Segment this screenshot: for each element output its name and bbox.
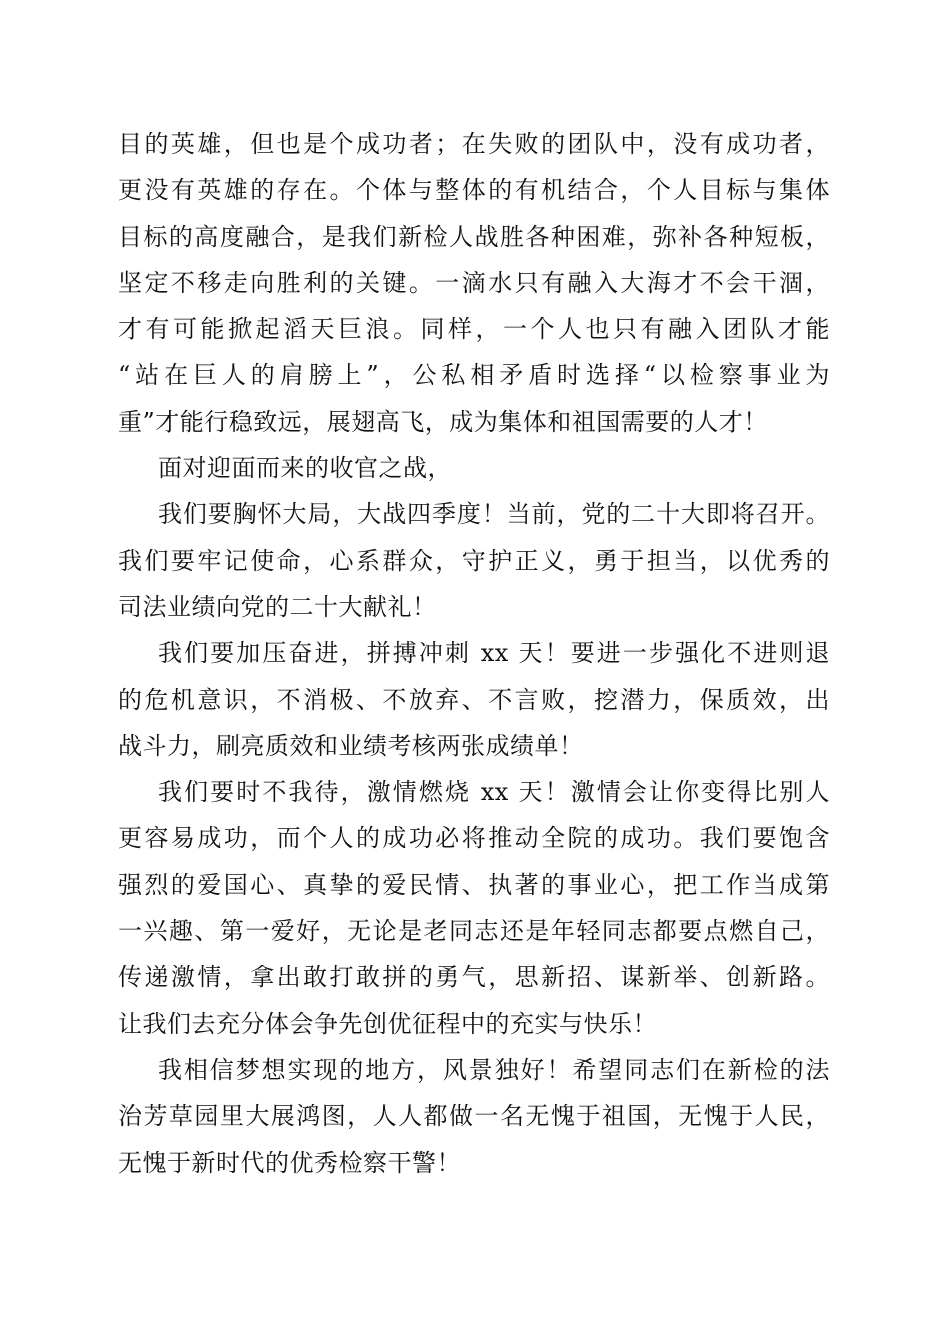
text-line: 更没有英雄的存在。个体与整体的有机结合，个人目标与集体 bbox=[118, 176, 830, 205]
text-line: 传递激情，拿出敢打敢拼的勇气，思新招、谋新举、创新路。 bbox=[118, 963, 830, 992]
text-line: 无愧于新时代的优秀检察干警！ bbox=[118, 1148, 461, 1177]
text-line: 司法业绩向党的二十大献礼！ bbox=[118, 592, 437, 621]
text-line: 我们要时不我待，激情燃烧 xx 天！激情会让你变得比别人 bbox=[158, 778, 830, 807]
text-line: 的危机意识，不消极、不放弃、不言败，挖潜力，保质效，出 bbox=[118, 685, 830, 714]
text-line: 让我们去充分体会争先创优征程中的充实与快乐！ bbox=[118, 1009, 657, 1038]
text-line: 我相信梦想实现的地方，风景独好！希望同志们在新检的法 bbox=[158, 1055, 830, 1084]
document-body bbox=[118, 121, 830, 1186]
text-line: 坚定不移走向胜利的关键。一滴水只有融入大海才不会干涸， bbox=[118, 268, 830, 297]
text-line: 我们要牢记使命，心系群众，守护正义，勇于担当，以优秀的 bbox=[118, 546, 830, 575]
text-line: 才有可能掀起滔天巨浪。同样，一个人也只有融入团队才能 bbox=[118, 315, 830, 344]
text-line: 面对迎面而来的收官之战， bbox=[158, 454, 452, 483]
text-line: 战斗力，刷亮质效和业绩考核两张成绩单！ bbox=[118, 731, 584, 760]
text-line: 目的英雄，但也是个成功者；在失败的团队中，没有成功者， bbox=[118, 130, 830, 158]
text-line: 重”才能行稳致远，展翅高飞，成为集体和祖国需要的人才！ bbox=[118, 407, 768, 436]
text-line: 我们要加压奋进，拼搏冲刺 xx 天！要进一步强化不进则退 bbox=[158, 639, 830, 668]
text-line: 我们要胸怀大局，大战四季度！当前，党的二十大即将召开。 bbox=[158, 500, 830, 529]
text-line: 更容易成功，而个人的成功必将推动全院的成功。我们要饱含 bbox=[118, 824, 830, 853]
text-line: 一兴趣、第一爱好，无论是老同志还是年轻同志都要点燃自己， bbox=[118, 917, 830, 946]
text-line: “站在巨人的肩膀上”，公私相矛盾时选择“以检察事业为 bbox=[118, 361, 830, 390]
text-line: 目标的高度融合，是我们新检人战胜各种困难，弥补各种短板， bbox=[118, 222, 830, 251]
text-line: 治芳草园里大展鸿图，人人都做一名无愧于祖国，无愧于人民， bbox=[118, 1102, 830, 1131]
text-line: 强烈的爱国心、真挚的爱民情、执著的事业心，把工作当成第 bbox=[118, 870, 830, 899]
